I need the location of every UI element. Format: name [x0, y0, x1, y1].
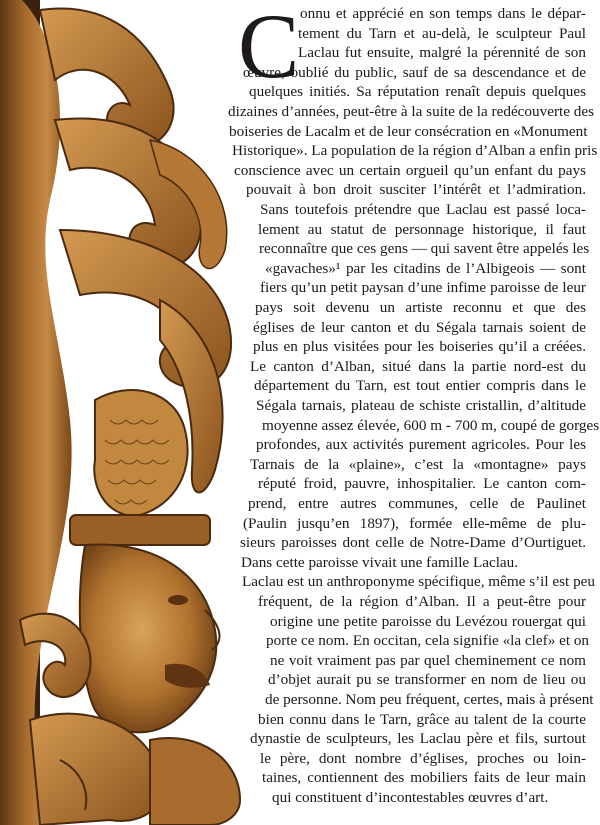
text-line: sieurs paroisses dont celle de Notre-Dame d’Ourtiguet.: [240, 534, 586, 552]
text-line: Sans toutefois prétendre que Laclau est passé loca-: [260, 201, 586, 218]
text-line: «gavaches»¹ par les citadins de l’Albigeois — sont: [265, 259, 586, 277]
text-line: plus en plus visitées pour les boiseries qu’il a créées.: [253, 338, 586, 356]
text-line: boiseries de Lacalm et de leur consécration en «Monument: [229, 122, 588, 140]
text-line: fiers qu’un petit paysan d’une infime paroisse de leur: [260, 279, 586, 297]
text-line: prend, entre autres communes, celle de Paulinet: [248, 495, 586, 512]
text-line: bien connu dans le Tarn, grâce au talent de la courte: [258, 710, 586, 728]
text-line: d’objet aurait pu se transformer en nom de lieu ou: [268, 671, 586, 689]
text-line: Le canton d’Alban, situé dans la partie nord-est du: [250, 357, 586, 375]
text-line: Tarnais de la «plaine», c’est la «montagne» pays: [250, 455, 586, 473]
text-line: ne voit vraiment pas par quel cheminement ce nom: [270, 651, 586, 669]
text-line: quelques initiés. Sa réputation renaît depuis quelques: [249, 83, 586, 101]
text-line: Laclau est un anthroponyme spécifique, même s’il est peu: [242, 573, 595, 591]
text-line: pouvait à bon droit susciter l’intérêt et l’admiration.: [246, 181, 586, 199]
drop-cap: C: [238, 0, 300, 97]
text-line: taines, contiennent des mobiliers faits de leur main: [262, 769, 586, 787]
text-line: Laclau fut ensuite, malgré la pérennité de son: [298, 44, 586, 62]
text-line: département du Tarn, est tout entier compris dans le: [254, 377, 586, 395]
text-line: de personne. Nom peu fréquent, certes, mais à présent: [265, 691, 594, 708]
text-line: onnu et apprécié en son temps dans le dépar-: [300, 5, 586, 22]
text-line: qui constituent d’incontestables œuvres d’art.: [272, 789, 549, 806]
text-line: dynastie de sculpteurs, les Laclau père et fils, surtout: [250, 730, 586, 748]
text-line: conscience avec un certain orgueil qu’un enfant du pays: [234, 161, 586, 179]
text-line: profondes, aux activités purement agricoles. Pour les: [256, 436, 586, 454]
text-line: (Paulin jusqu’en 1897), formée elle-même de plu-: [243, 514, 586, 532]
text-line: moyenne assez élevée, 600 m - 700 m, coupé de gorges: [262, 416, 600, 434]
text-line: origine une petite paroisse du Levézou rouergat qui: [270, 612, 586, 630]
text-line: lement au statut de personnage historique, il faut: [258, 220, 586, 238]
text-line: dizaines d’années, peut-être à la suite de la redécouverte des: [228, 103, 595, 120]
text-line: reconnaître que ces gens — qui savent être appelés les: [259, 240, 590, 258]
text-line: pays soit devenu un artiste reconnu et que des: [255, 299, 586, 316]
text-line: le père, dont nombre d’églises, proches ou loin-: [260, 749, 586, 767]
text-line: œuvre, oublié du public, sauf de sa descendance et de: [243, 63, 586, 81]
text-line: églises de leur canton et du Ségala tarnais soient de: [253, 318, 586, 336]
text-line: porte ce nom. En occitan, cela signifie «la clef» et on: [266, 632, 590, 650]
text-line: Ségala tarnais, plateau de schiste cristallin, d’altitude: [256, 397, 586, 414]
text-line: réputé froid, pauvre, inhospitalier. Le canton com-: [258, 475, 586, 493]
text-line: Dans cette paroisse vivait une famille Laclau.: [241, 553, 519, 571]
text-line: Historique». La population de la région d’Alban a enfin pris: [232, 142, 598, 160]
text-line: tement du Tarn et au-delà, le sculpteur Paul: [298, 24, 586, 42]
text-line: fréquent, de la région d’Alban. Il a peut-être pour: [258, 593, 586, 610]
